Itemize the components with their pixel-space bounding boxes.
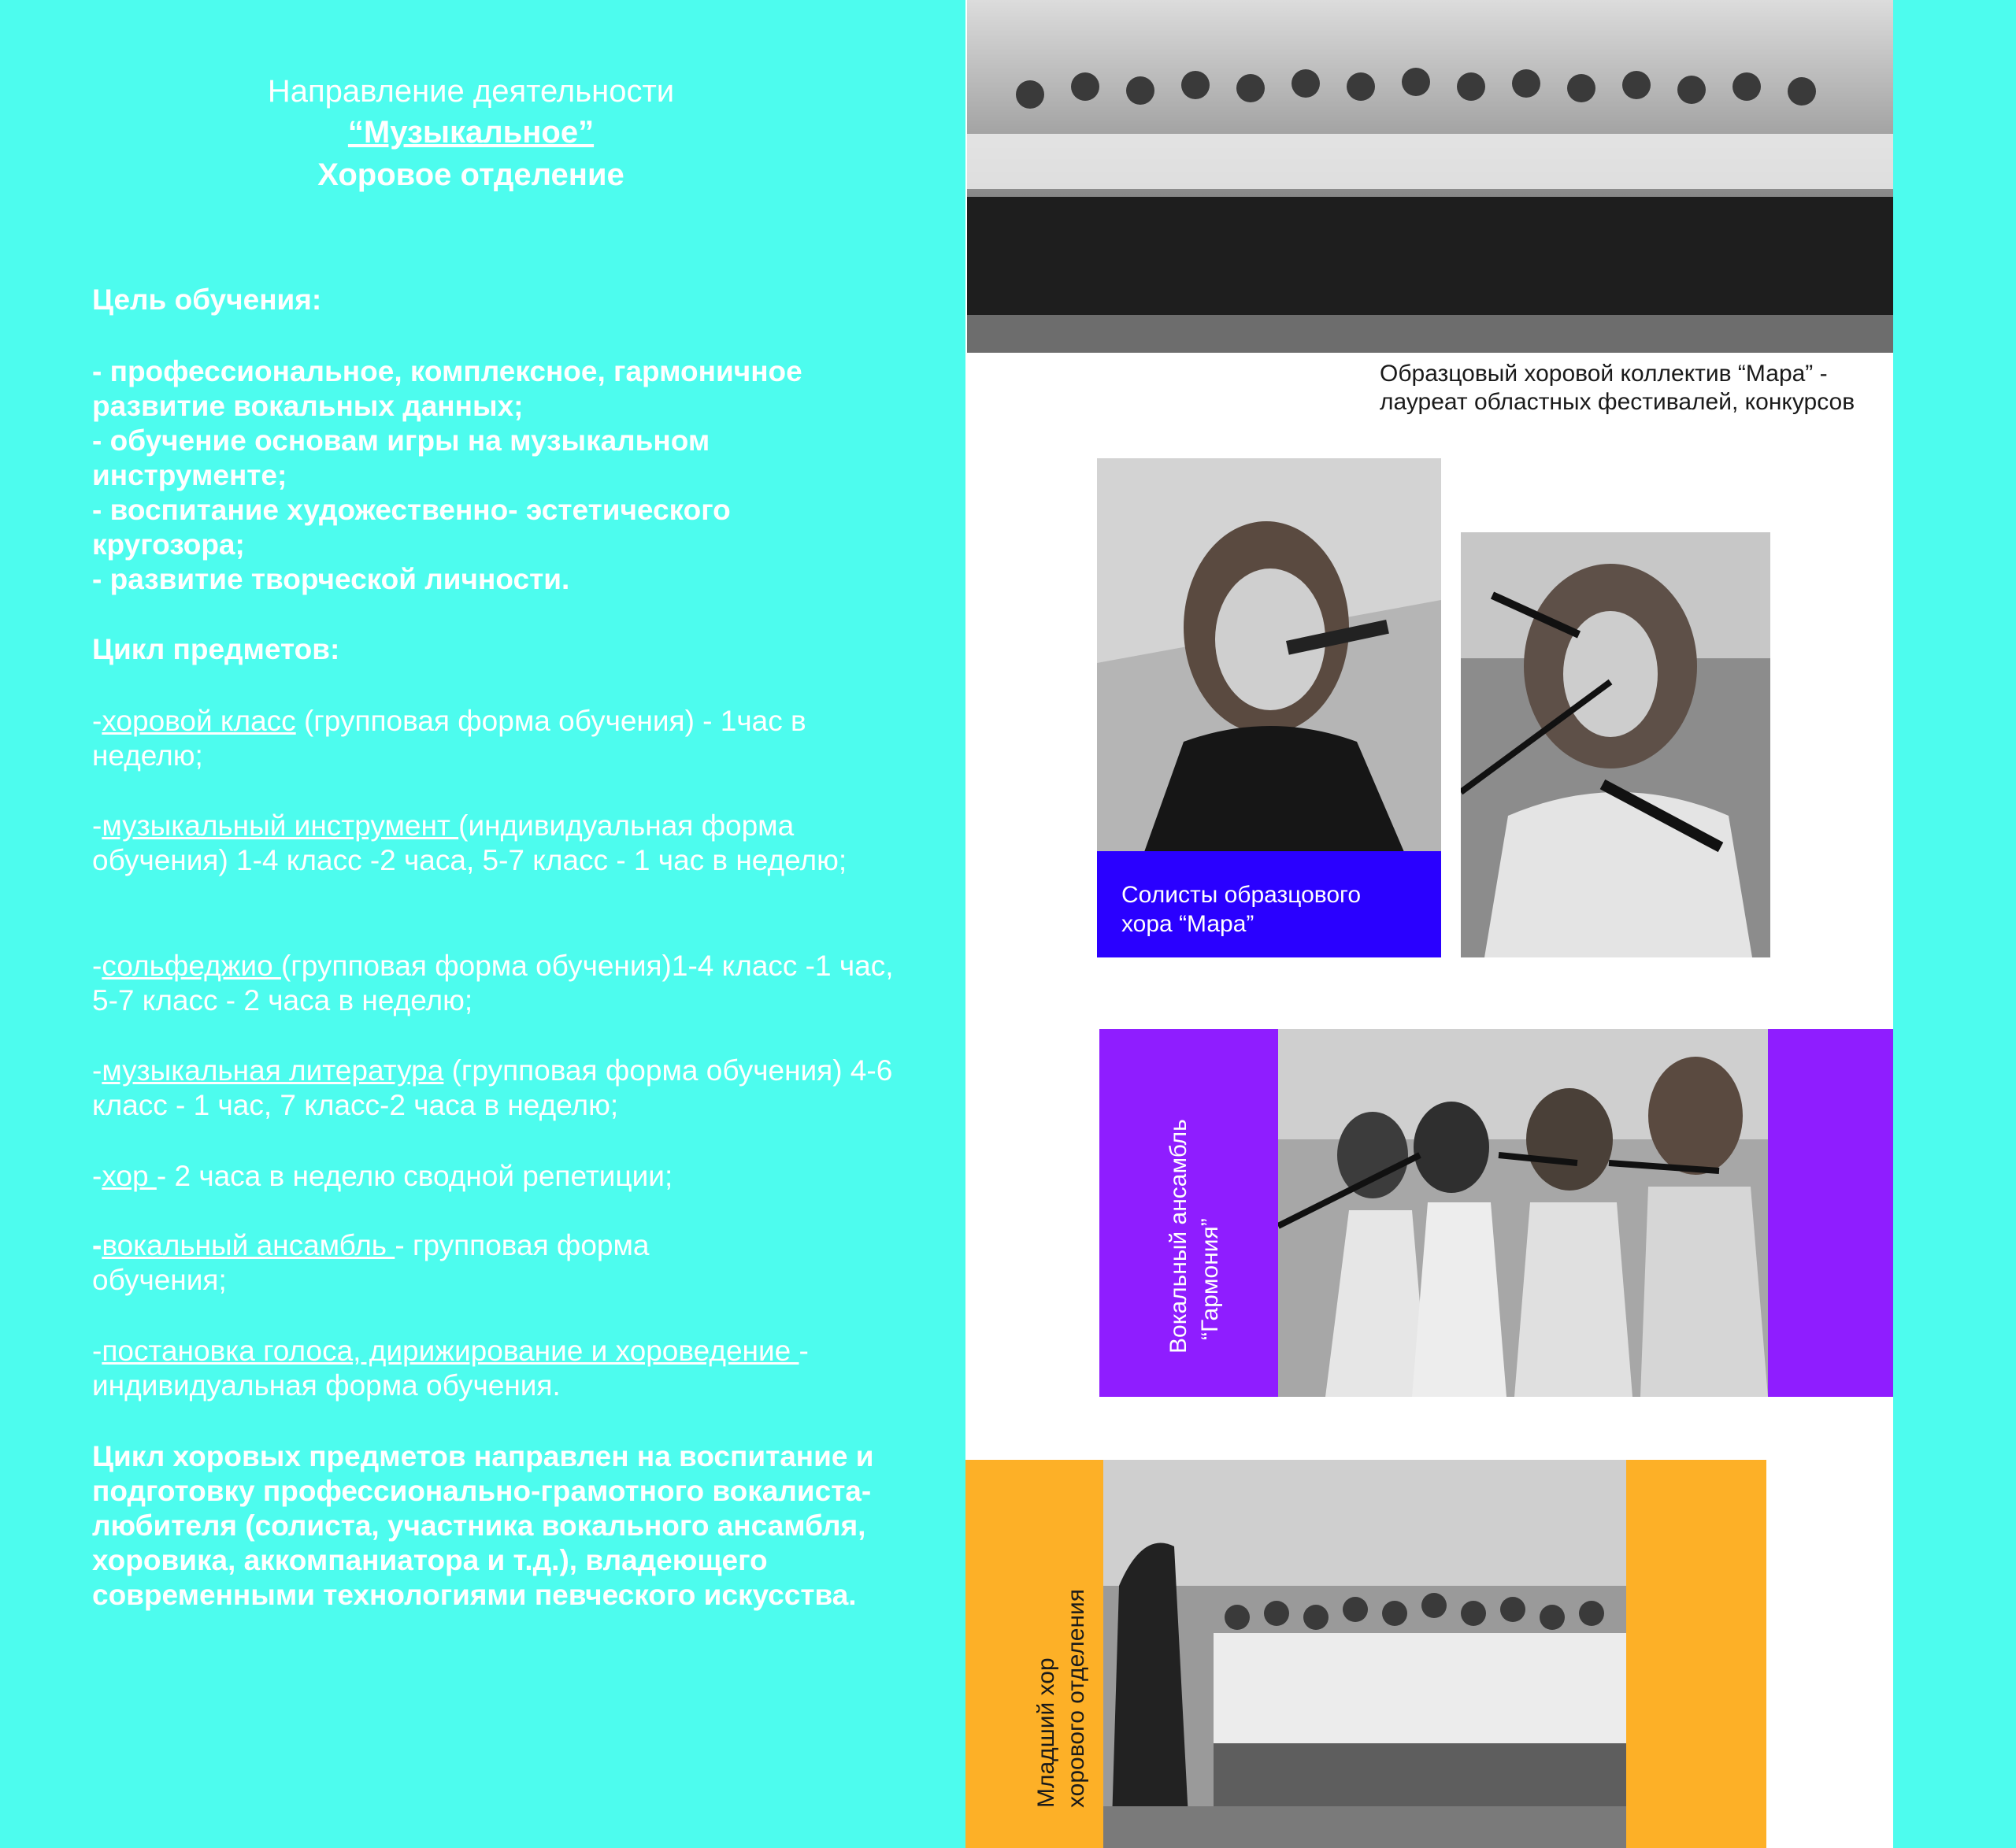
header-music-label: “Музыкальное” (347, 115, 595, 150)
goals-heading: Цель обучения: (92, 283, 322, 316)
header-line-2 (0, 112, 942, 153)
goal-item-1: - профессиональное, комплексное, гармоничное развитие вокальных данных; (92, 355, 802, 422)
junior-choir-photo (1103, 1460, 1626, 1848)
header-line-1: Направление деятельности (267, 74, 675, 109)
right-edge-strip (1893, 0, 2016, 1848)
choir-photo (967, 0, 1893, 353)
soloist-photo-2 (1461, 532, 1770, 957)
junior-caption-line-1: Младший хор (1033, 1657, 1059, 1808)
subject-name: вокальный ансамбль (102, 1229, 395, 1261)
subjects-heading: Цикл предметов: (92, 633, 340, 665)
subject-item-4: -музыкальная литература (групповая форма обучения) 4-6 класс - 1 час, 7 класс-2 часа в неделю; (92, 1054, 893, 1121)
subject-item-5: -хор - 2 часа в неделю сводной репетиции; (92, 1160, 673, 1192)
subject-item-1: -хоровой класс (групповая форма обучения) - 1час в неделю; (92, 705, 806, 772)
choir-caption-line-2: лауреат областных фестивалей, конкурсов (1380, 389, 1855, 415)
ensemble-photo (1278, 1029, 1768, 1397)
goal-item-3: - воспитание художественно- эстетического кругозора; (92, 494, 731, 561)
soloists-caption-line-2: хора “Мара” (1121, 911, 1254, 937)
subject-name: музыкальная литература (102, 1054, 444, 1087)
soloist-photo-1 (1097, 458, 1441, 852)
subject-name: хоровой класс (102, 705, 296, 737)
summary-paragraph: Цикл хоровых предметов направлен на воспитание и подготовку профессионально-грамотного вокалиста-любителя (солиста, участника вокального ансамбля, хоровика, аккомпаниатора и т.д.), владеющего современными технологиями певческого искусства. (92, 1440, 874, 1611)
subject-item-7: -постановка голоса, дирижирование и хороведение - индивидуальная форма обучения. (92, 1335, 809, 1402)
junior-side-box (1626, 1460, 1766, 1848)
header-line-3: Хоровое отделение (317, 157, 624, 192)
subject-item-2: -музыкальный инструмент (индивидуальная форма обучения) 1-4 класс -2 часа, 5-7 класс - 1 час в неделю; (92, 809, 847, 876)
subject-item-6: -вокальный ансамбль - групповая форма обучения; (92, 1229, 650, 1296)
subject-name: музыкальный инструмент (102, 809, 459, 842)
soloists-caption-line-1: Солисты образцового (1121, 882, 1362, 908)
junior-caption-line-2: хорового отделения (1063, 1588, 1089, 1808)
subject-name: постановка голоса, дирижирование и хороведение (102, 1335, 799, 1367)
subject-item-3: -сольфеджио (групповая форма обучения)1-4 класс -1 час, 5-7 класс - 2 часа в неделю; (92, 950, 894, 1017)
subject-name: хор (102, 1160, 157, 1192)
subject-name: сольфеджио (102, 950, 281, 982)
choir-caption-line-1: Образцовый хоровой коллектив “Мара” - (1380, 361, 1828, 387)
ensemble-side-box (1768, 1029, 1893, 1397)
goal-item-4: - развитие творческой личности. (92, 563, 570, 595)
goal-item-2: - обучение основам игры на музыкальном инструменте; (92, 424, 710, 491)
ensemble-caption-line-2: “Гармония” (1197, 1218, 1223, 1340)
ensemble-caption-line-1: Вокальный ансамбль (1166, 1119, 1191, 1354)
